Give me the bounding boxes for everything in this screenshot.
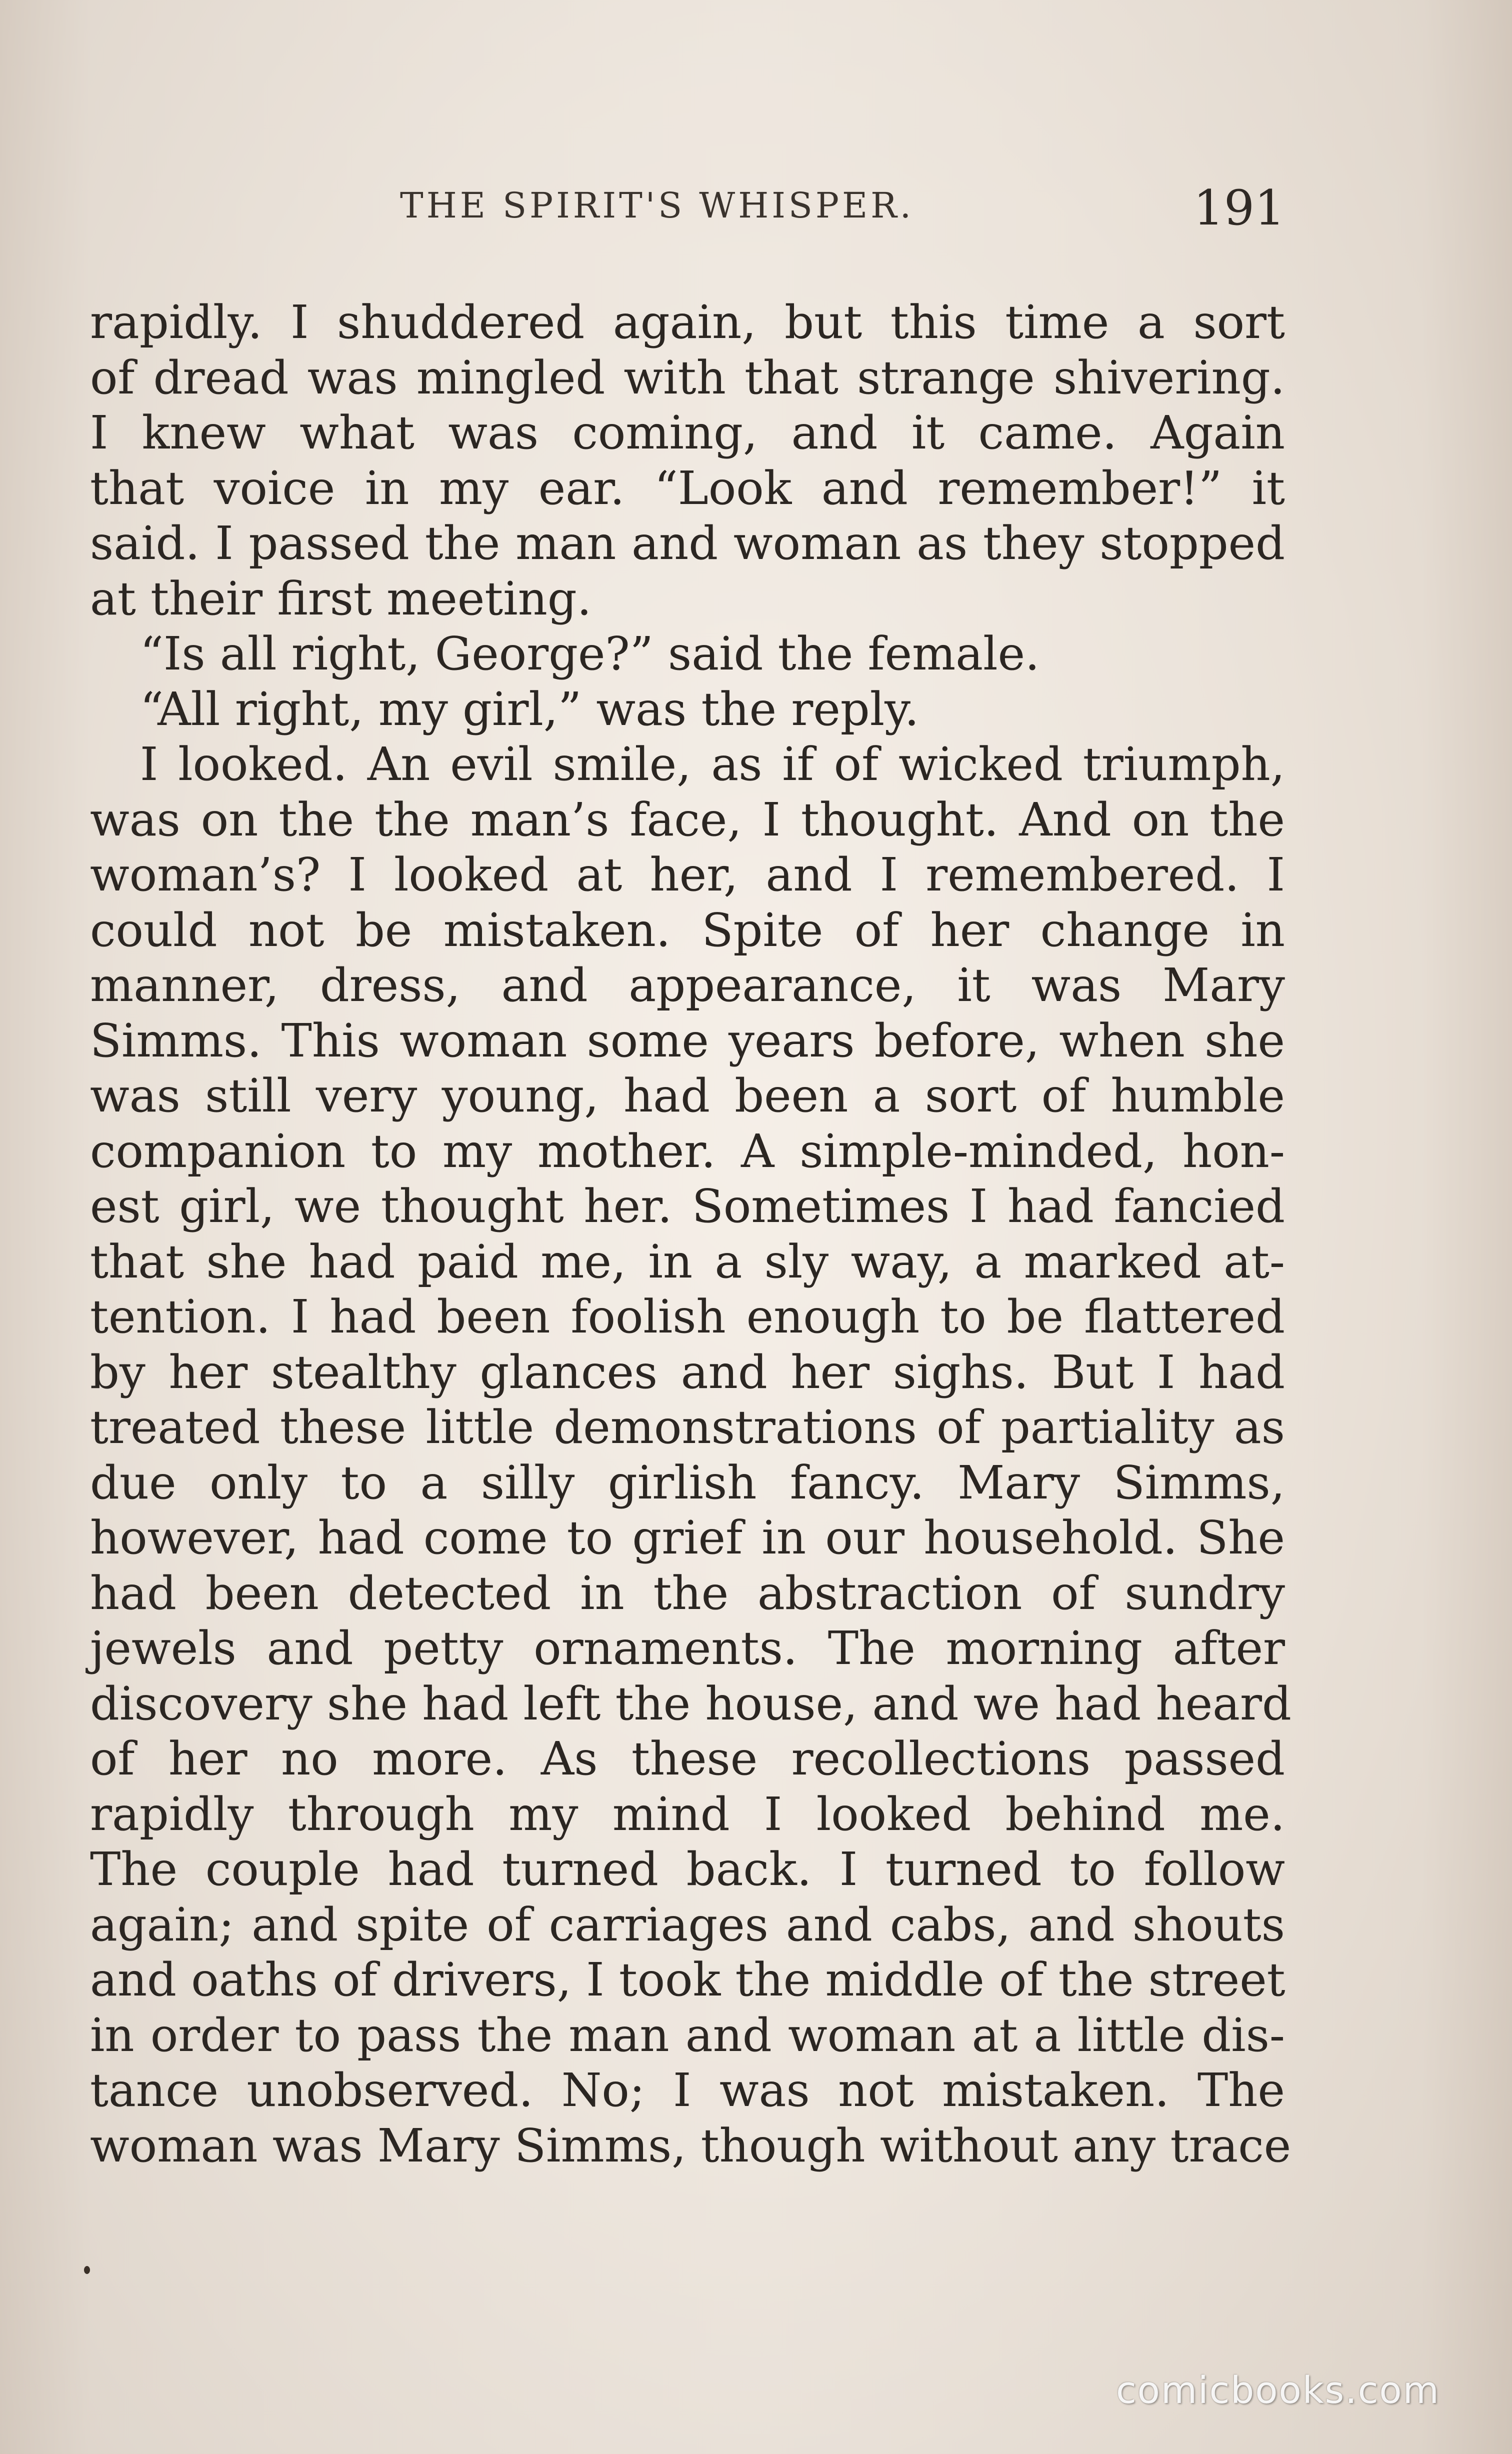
- text-line: due only to a silly girlish fancy. Mary Simms,: [90, 1456, 1285, 1510]
- text-line: I knew what was coming, and it came. Again: [90, 406, 1285, 460]
- text-line: Simms. This woman some years before, when she: [90, 1014, 1285, 1068]
- text-line: companion to my mother. A simple-minded, hon-: [90, 1124, 1285, 1178]
- body-text: [90, 295, 1292, 2174]
- text-line: woman’s? I looked at her, and I remembered. I: [90, 848, 1285, 902]
- text-line: treated these little demonstrations of partiality as: [90, 1400, 1285, 1454]
- text-line: by her stealthy glances and her sighs. But I had: [90, 1345, 1285, 1399]
- text-line: however, had come to grief in our household. She: [90, 1511, 1285, 1564]
- text-line: discovery she had left the house, and we had heard: [90, 1676, 1292, 1730]
- text-line: that she had paid me, in a sly way, a marked at-: [90, 1234, 1285, 1288]
- text-line: again; and spite of carriages and cabs, and shouts: [90, 1898, 1285, 1952]
- text-line: rapidly through my mind I looked behind me.: [90, 1787, 1285, 1841]
- text-line: est girl, we thought her. Sometimes I had fancied: [90, 1180, 1285, 1233]
- text-line: that voice in my ear. “Look and remember!” it: [90, 461, 1285, 515]
- ink-speck: [84, 2266, 90, 2274]
- text-line: was still very young, had been a sort of humble: [90, 1069, 1285, 1122]
- text-line: “Is all right, George?” said the female.: [140, 627, 1040, 680]
- text-line: in order to pass the man and woman at a little dis-: [90, 2008, 1285, 2062]
- text-line: could not be mistaken. Spite of her change in: [90, 903, 1285, 957]
- text-line: I looked. An evil smile, as if of wicked triumph,: [140, 738, 1285, 791]
- text-line: The couple had turned back. I turned to follow: [90, 1842, 1285, 1896]
- text-line: jewels and petty ornaments. The morning after: [90, 1622, 1285, 1675]
- text-line: manner, dress, and appearance, it was Mary: [90, 958, 1285, 1012]
- text-line: of dread was mingled with that strange shivering.: [90, 350, 1285, 404]
- running-head: THE SPIRIT'S WHISPER.: [400, 185, 914, 226]
- text-line: “All right, my girl,” was the reply.: [140, 682, 920, 736]
- text-line: and oaths of drivers, I took the middle of the street: [90, 1953, 1286, 2006]
- text-line: said. I passed the man and woman as they stopped: [90, 516, 1285, 570]
- text-line: woman was Mary Simms, though without any trace: [90, 2118, 1292, 2172]
- page-number: 191: [1193, 180, 1285, 236]
- text-line: tention. I had been foolish enough to be flattered: [90, 1290, 1285, 1344]
- text-line: rapidly. I shuddered again, but this time a sort: [90, 296, 1285, 349]
- page-header: [90, 180, 1285, 245]
- text-line: at their first meeting.: [90, 572, 592, 626]
- text-line: had been detected in the abstraction of sundry: [90, 1566, 1285, 1620]
- watermark: comicbooks.com: [1116, 2369, 1440, 2412]
- text-line: was on the the man’s face, I thought. And on the: [90, 792, 1285, 846]
- text-line: tance unobserved. No; I was not mistaken. The: [90, 2064, 1285, 2117]
- text-line: of her no more. As these recollections passed: [90, 1732, 1285, 1786]
